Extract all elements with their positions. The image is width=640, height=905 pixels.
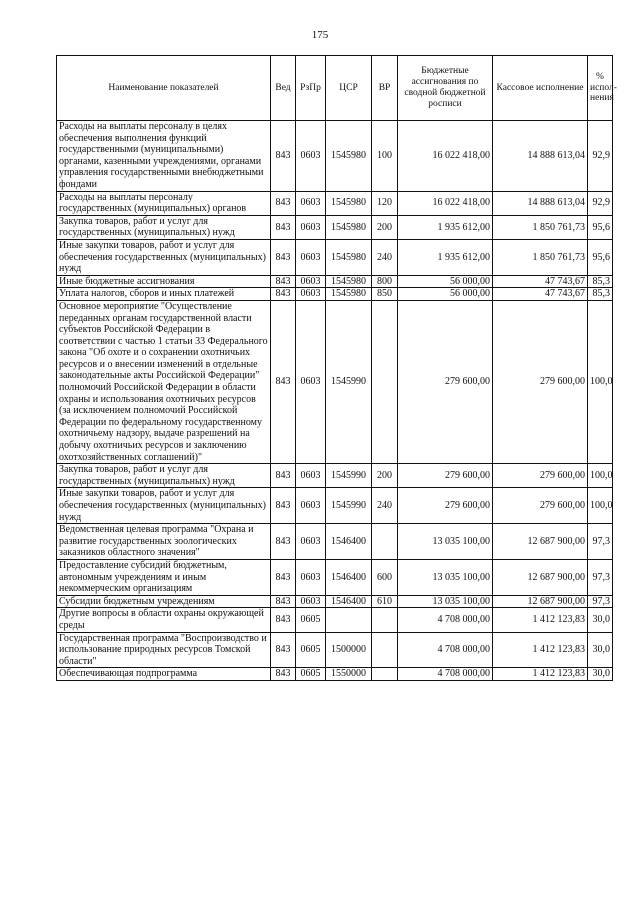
row-vr: 200 [372, 215, 398, 239]
row-cash-execution: 12 687 900,00 [493, 559, 588, 595]
table-row [57, 608, 613, 632]
row-percent: 97,3 [588, 559, 613, 595]
row-vr: 800 [372, 275, 398, 288]
row-assignments: 279 600,00 [398, 488, 493, 524]
row-csr: 1500000 [326, 632, 372, 668]
row-assignments: 1 935 612,00 [398, 239, 493, 275]
row-name: Другие вопросы в области охраны окружающей среды [57, 608, 271, 632]
row-vr: 850 [372, 288, 398, 301]
row-ved: 843 [271, 524, 296, 560]
row-percent: 95,6 [588, 239, 613, 275]
row-vr: 600 [372, 559, 398, 595]
row-assignments: 56 000,00 [398, 275, 493, 288]
row-cash-execution: 12 687 900,00 [493, 524, 588, 560]
row-assignments: 16 022 418,00 [398, 121, 493, 192]
row-cash-execution: 1 850 761,73 [493, 215, 588, 239]
row-assignments: 56 000,00 [398, 288, 493, 301]
row-ved: 843 [271, 632, 296, 668]
row-assignments: 13 035 100,00 [398, 559, 493, 595]
row-assignments: 279 600,00 [398, 300, 493, 463]
row-assignments: 279 600,00 [398, 464, 493, 488]
row-assignments: 13 035 100,00 [398, 595, 493, 608]
row-assignments: 4 708 000,00 [398, 668, 493, 681]
row-name: Основное мероприятие "Осуществление переданных органам государственной власти субъектов Российской Федерации в соответствии с частью 1 статьи 33 Федерального закона "Об охоте и о сохранении охотничьих ресурсов и о внесении изменений в отдельные законодательные акты Российской Федерации" полномочий Российской Федерации в области охраны и использования охотничьих ресурсов (за исключением полномочий Российской Федерации по федеральному государственному охотничьему надзору, выдаче разрешений на добычу охотничьих ресурсов и заключению охотхозяйственных соглашений)" [57, 300, 271, 463]
header-cash-execution: Кассовое исполнение [493, 56, 588, 121]
row-rzpr: 0605 [296, 632, 326, 668]
table-row [57, 464, 613, 488]
row-rzpr: 0603 [296, 595, 326, 608]
row-csr: 1545980 [326, 288, 372, 301]
header-percent: % испол-нения [588, 56, 613, 121]
row-name: Закупка товаров, работ и услуг для государственных (муниципальных) нужд [57, 215, 271, 239]
row-csr: 1545980 [326, 121, 372, 192]
row-assignments: 1 935 612,00 [398, 215, 493, 239]
row-rzpr: 0603 [296, 559, 326, 595]
row-csr: 1545990 [326, 488, 372, 524]
table-row [57, 300, 613, 463]
row-percent: 85,3 [588, 275, 613, 288]
row-percent: 100,0 [588, 488, 613, 524]
row-csr: 1546400 [326, 595, 372, 608]
row-vr: 120 [372, 191, 398, 215]
row-rzpr: 0603 [296, 300, 326, 463]
table-row [57, 524, 613, 560]
row-csr: 1546400 [326, 524, 372, 560]
row-csr: 1545980 [326, 215, 372, 239]
table-row [57, 668, 613, 681]
row-cash-execution: 14 888 613,04 [493, 121, 588, 192]
row-name: Иные закупки товаров, работ и услуг для обеспечения государственных (муниципальных) нужд [57, 488, 271, 524]
row-percent: 92,9 [588, 121, 613, 192]
budget-table [56, 55, 617, 681]
row-assignments: 4 708 000,00 [398, 608, 493, 632]
row-percent: 100,0 [588, 464, 613, 488]
row-rzpr: 0603 [296, 121, 326, 192]
row-rzpr: 0603 [296, 191, 326, 215]
row-name: Обеспечивающая подпрограмма [57, 668, 271, 681]
row-rzpr: 0603 [296, 239, 326, 275]
table-row [57, 239, 613, 275]
row-rzpr: 0605 [296, 608, 326, 632]
row-rzpr: 0603 [296, 215, 326, 239]
row-vr [372, 300, 398, 463]
row-csr: 1550000 [326, 668, 372, 681]
table-row [57, 632, 613, 668]
row-cash-execution: 47 743,67 [493, 288, 588, 301]
table-row [57, 121, 613, 192]
header-vr: ВР [372, 56, 398, 121]
row-vr [372, 632, 398, 668]
table-row [57, 488, 613, 524]
row-ved: 843 [271, 464, 296, 488]
row-rzpr: 0603 [296, 488, 326, 524]
row-assignments: 4 708 000,00 [398, 632, 493, 668]
row-assignments: 16 022 418,00 [398, 191, 493, 215]
row-percent: 97,3 [588, 595, 613, 608]
row-rzpr: 0603 [296, 275, 326, 288]
row-csr: 1546400 [326, 559, 372, 595]
row-vr: 240 [372, 239, 398, 275]
row-name: Предоставление субсидий бюджетным, автономным учреждениям и иным некоммерческим организациям [57, 559, 271, 595]
row-csr [326, 608, 372, 632]
row-ved: 843 [271, 275, 296, 288]
row-ved: 843 [271, 668, 296, 681]
row-cash-execution: 14 888 613,04 [493, 191, 588, 215]
row-cash-execution: 279 600,00 [493, 300, 588, 463]
table-row [57, 288, 613, 301]
row-percent: 30,0 [588, 632, 613, 668]
row-percent: 85,3 [588, 288, 613, 301]
row-vr: 610 [372, 595, 398, 608]
header-ved: Вед [271, 56, 296, 121]
row-csr: 1545990 [326, 464, 372, 488]
row-ved: 843 [271, 215, 296, 239]
row-vr: 100 [372, 121, 398, 192]
row-percent: 30,0 [588, 668, 613, 681]
row-ved: 843 [271, 239, 296, 275]
row-ved: 843 [271, 488, 296, 524]
row-csr: 1545990 [326, 300, 372, 463]
row-assignments: 13 035 100,00 [398, 524, 493, 560]
row-rzpr: 0603 [296, 524, 326, 560]
row-name: Субсидии бюджетным учреждениям [57, 595, 271, 608]
row-percent: 100,0 [588, 300, 613, 463]
row-name: Иные бюджетные ассигнования [57, 275, 271, 288]
row-vr [372, 608, 398, 632]
row-percent: 92,9 [588, 191, 613, 215]
header-assignments: Бюджетные ассигнования по сводной бюджетной росписи [398, 56, 493, 121]
row-ved: 843 [271, 595, 296, 608]
page-number: 175 [311, 29, 329, 41]
row-ved: 843 [271, 121, 296, 192]
row-name: Расходы на выплаты персоналу государственных (муниципальных) органов [57, 191, 271, 215]
header-name: Наименование показателей [57, 56, 271, 121]
row-vr [372, 668, 398, 681]
row-csr: 1545980 [326, 191, 372, 215]
row-rzpr: 0603 [296, 288, 326, 301]
row-percent: 95,6 [588, 215, 613, 239]
row-csr: 1545980 [326, 239, 372, 275]
row-cash-execution: 47 743,67 [493, 275, 588, 288]
row-csr: 1545980 [326, 275, 372, 288]
table-row [57, 191, 613, 215]
row-ved: 843 [271, 288, 296, 301]
row-ved: 843 [271, 559, 296, 595]
header-rzpr: РзПр [296, 56, 326, 121]
row-cash-execution: 1 412 123,83 [493, 632, 588, 668]
row-name: Государственная программа "Воспроизводство и использование природных ресурсов Томской области" [57, 632, 271, 668]
row-name: Закупка товаров, работ и услуг для государственных (муниципальных) нужд [57, 464, 271, 488]
row-cash-execution: 1 412 123,83 [493, 668, 588, 681]
table-row [57, 215, 613, 239]
row-cash-execution: 1 850 761,73 [493, 239, 588, 275]
row-percent: 30,0 [588, 608, 613, 632]
table-header-row [57, 56, 613, 121]
row-percent: 97,3 [588, 524, 613, 560]
row-name: Иные закупки товаров, работ и услуг для обеспечения государственных (муниципальных) нужд [57, 239, 271, 275]
row-vr: 200 [372, 464, 398, 488]
row-cash-execution: 279 600,00 [493, 488, 588, 524]
row-ved: 843 [271, 191, 296, 215]
row-ved: 843 [271, 608, 296, 632]
row-vr: 240 [372, 488, 398, 524]
row-cash-execution: 279 600,00 [493, 464, 588, 488]
row-name: Ведомственная целевая программа "Охрана и развитие государственных зоологических заказников областного значения" [57, 524, 271, 560]
row-rzpr: 0603 [296, 464, 326, 488]
header-csr: ЦСР [326, 56, 372, 121]
row-name: Уплата налогов, сборов и иных платежей [57, 288, 271, 301]
row-ved: 843 [271, 300, 296, 463]
row-vr [372, 524, 398, 560]
row-name: Расходы на выплаты персоналу в целях обеспечения выполнения функций государственными (муниципальными) органами, казенными учреждениями, органами управления государственными внебюджетными фондами [57, 121, 271, 192]
row-cash-execution: 1 412 123,83 [493, 608, 588, 632]
row-rzpr: 0605 [296, 668, 326, 681]
table-row [57, 275, 613, 288]
row-cash-execution: 12 687 900,00 [493, 595, 588, 608]
table-row [57, 595, 613, 608]
table-row [57, 559, 613, 595]
